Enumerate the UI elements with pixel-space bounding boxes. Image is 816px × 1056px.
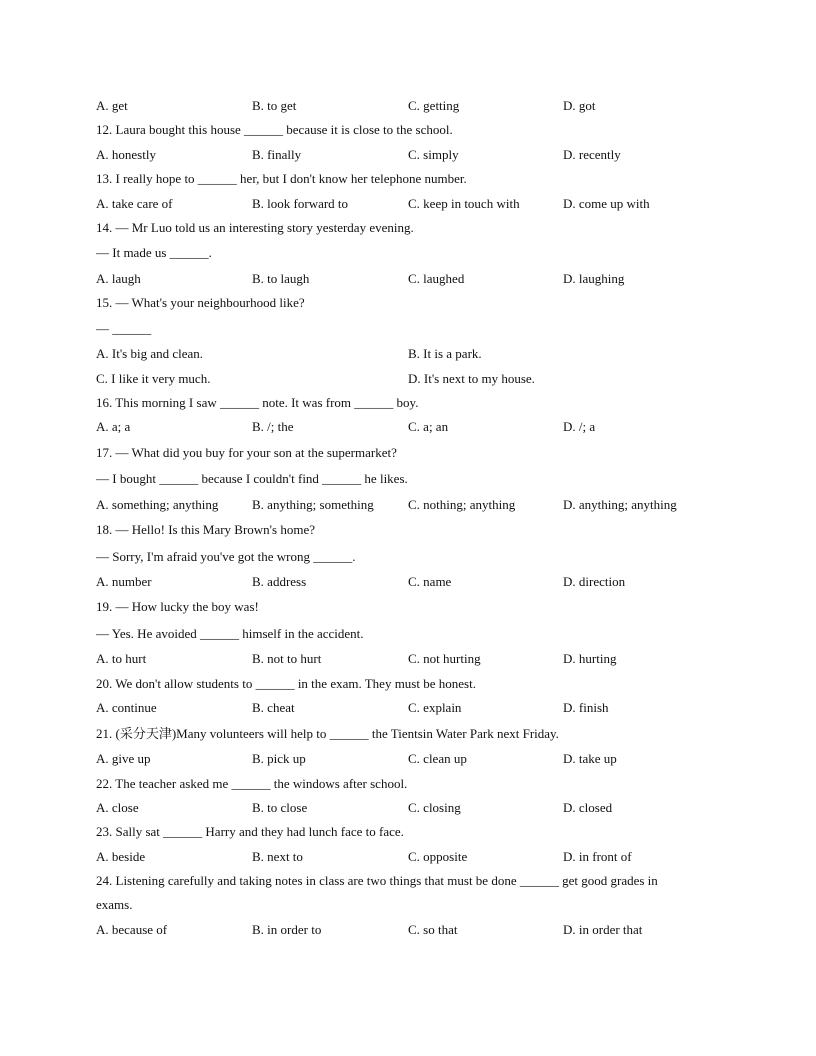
q20-option-c[interactable]: C. explain — [408, 700, 462, 716]
q17-option-b[interactable]: B. anything; something — [252, 496, 374, 512]
q18-option-a[interactable]: A. number — [96, 574, 152, 590]
q23-text: 23. Sally sat ______ Harry and they had lunch face to face. — [96, 824, 404, 840]
q23-option-b[interactable]: B. next to — [252, 848, 303, 864]
q13-option-b[interactable]: B. look forward to — [252, 195, 349, 211]
q22-option-c[interactable]: C. closing — [408, 799, 461, 815]
q15-option-b[interactable]: B. It is a park. — [408, 346, 482, 362]
q22-option-d[interactable]: D. closed — [563, 799, 613, 815]
q24-option-b[interactable]: B. in order to — [252, 921, 322, 937]
q18-option-d[interactable]: D. direction — [563, 574, 626, 590]
q22-text: 22. The teacher asked me ______ the windows after school. — [96, 775, 408, 791]
q11-option-d[interactable]: D. got — [563, 98, 596, 113]
q21-options — [96, 747, 716, 771]
q20-option-a[interactable]: A. continue — [96, 700, 157, 716]
q21-option-b[interactable]: B. pick up — [252, 751, 306, 767]
q19-option-c[interactable]: C. not hurting — [408, 651, 481, 667]
q24-text-continued: exams. — [96, 897, 133, 913]
q24-option-c[interactable]: C. so that — [408, 921, 458, 937]
q14-option-d[interactable]: D. laughing — [563, 270, 625, 286]
q23-option-d[interactable]: D. in front of — [563, 848, 632, 864]
q16-option-c[interactable]: C. a; an — [408, 419, 449, 435]
q24-option-a[interactable]: A. because of — [96, 921, 168, 937]
q12-option-b[interactable]: B. finally — [252, 146, 302, 162]
q18-options — [96, 570, 716, 594]
q18-option-c[interactable]: C. name — [408, 574, 452, 590]
q13-option-d[interactable]: D. come up with — [563, 195, 650, 211]
q21-option-a[interactable]: A. give up — [96, 751, 151, 767]
q12-option-a[interactable]: A. honestly — [96, 146, 156, 162]
q19-option-b[interactable]: B. not to hurt — [252, 651, 322, 667]
q12-option-d[interactable]: D. recently — [563, 146, 621, 162]
q16-option-a[interactable]: A. a; a — [96, 419, 131, 435]
q22-option-a[interactable]: A. close — [96, 799, 139, 815]
q23-option-c[interactable]: C. opposite — [408, 848, 468, 864]
q13-option-c[interactable]: C. keep in touch with — [408, 195, 520, 211]
q14-text-reply: — It made us ______. — [96, 245, 212, 261]
q17-options — [96, 493, 716, 517]
q21-option-d[interactable]: D. take up — [563, 751, 617, 767]
q12-options — [96, 143, 716, 167]
q22-option-b[interactable]: B. to close — [252, 799, 308, 815]
q15-options-row1 — [96, 342, 716, 366]
q17-option-d[interactable]: D. anything; anything — [563, 496, 677, 512]
q23-option-a[interactable]: A. beside — [96, 848, 146, 864]
q20-option-b[interactable]: B. cheat — [252, 700, 295, 716]
q20-option-d[interactable]: D. finish — [563, 700, 609, 716]
q17-option-c[interactable]: C. nothing; anything — [408, 496, 516, 512]
q14-options — [96, 267, 716, 291]
q21-text: 21. (采分天津)Many volunteers will help to ______ the Tientsin Water Park next Friday. — [96, 725, 559, 741]
q24-option-d[interactable]: D. in order that — [563, 921, 643, 937]
q19-options — [96, 647, 716, 671]
q21-option-c[interactable]: C. clean up — [408, 751, 467, 767]
q16-text: 16. This morning I saw ______ note. It was from ______ boy. — [96, 394, 419, 410]
q16-option-d[interactable]: D. /; a — [563, 419, 596, 435]
q11-option-b[interactable]: B. to get — [252, 98, 297, 113]
q13-option-a[interactable]: A. take care of — [96, 195, 173, 211]
question-list — [96, 94, 716, 942]
q15-options-row2 — [96, 367, 716, 391]
q13-options — [96, 192, 716, 216]
q24-text: 24. Listening carefully and taking notes in class are two things that must be done ______ get good grades in — [96, 873, 658, 889]
q15-option-c[interactable]: C. I like it very much. — [96, 370, 211, 386]
q19-text: 19. — How lucky the boy was! — [96, 599, 259, 615]
q18-text-reply: — Sorry, I'm afraid you've got the wrong ______. — [96, 548, 356, 564]
q12-option-c[interactable]: C. simply — [408, 146, 459, 162]
q17-option-a[interactable]: A. something; anything — [96, 496, 219, 512]
q14-option-a[interactable]: A. laugh — [96, 270, 141, 286]
q15-text: 15. — What's your neighbourhood like? — [96, 295, 305, 311]
q15-option-a[interactable]: A. It's big and clean. — [96, 346, 204, 362]
q22-options — [96, 796, 716, 820]
q11-option-a[interactable]: A. get — [96, 98, 128, 113]
q12-text: 12. Laura bought this house ______ because it is close to the school. — [96, 122, 453, 138]
q15-text-reply: — ______ — [96, 320, 152, 336]
q11-option-c[interactable]: C. getting — [408, 98, 460, 113]
q19-option-a[interactable]: A. to hurt — [96, 651, 147, 667]
q23-options — [96, 845, 716, 869]
q14-option-b[interactable]: B. to laugh — [252, 270, 310, 286]
q11-options — [96, 94, 716, 118]
q14-text: 14. — Mr Luo told us an interesting story yesterday evening. — [96, 219, 414, 235]
q18-text: 18. — Hello! Is this Mary Brown's home? — [96, 522, 315, 538]
q15-option-d[interactable]: D. It's next to my house. — [408, 370, 535, 386]
q19-text-reply: — Yes. He avoided ______ himself in the accident. — [96, 625, 364, 641]
q18-option-b[interactable]: B. address — [252, 574, 307, 590]
q20-options — [96, 696, 716, 720]
q16-option-b[interactable]: B. /; the — [252, 419, 294, 435]
q20-text: 20. We don't allow students to ______ in the exam. They must be honest. — [96, 675, 476, 691]
q19-option-d[interactable]: D. hurting — [563, 651, 617, 667]
q16-options — [96, 415, 716, 439]
q14-option-c[interactable]: C. laughed — [408, 270, 465, 286]
q17-text-reply: — I bought ______ because I couldn't find ______ he likes. — [96, 471, 408, 487]
q13-text: 13. I really hope to ______ her, but I don't know her telephone number. — [96, 171, 467, 187]
q17-text: 17. — What did you buy for your son at the supermarket? — [96, 444, 397, 460]
q24-options — [96, 918, 716, 942]
